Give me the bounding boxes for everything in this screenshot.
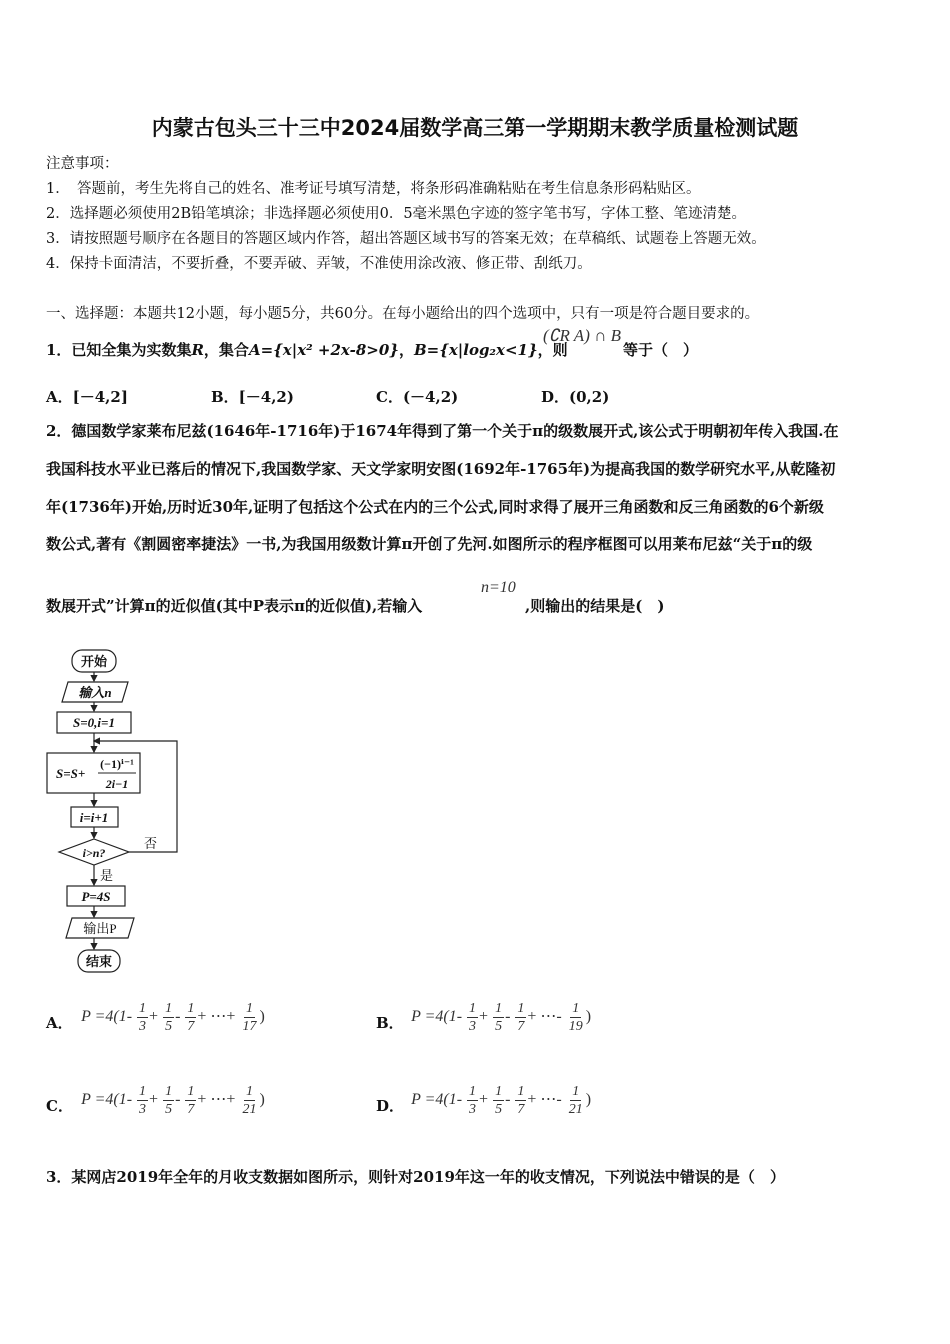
page-title: 内蒙古包头三十三中2024届数学高三第一学期期末教学质量检测试题 [151,116,799,140]
flow-yes-label: 是 [100,868,114,883]
q1-option-b[interactable]: B．[－4,2) [211,388,294,406]
q1-option-d[interactable]: D．(0,2) [541,388,610,406]
q1-mid3: ，则 [537,341,568,359]
q2-option-c[interactable]: C． P =4(1- $\frac{1}{3}$ + $\frac{1}{5}$ - $\frac{1}{7}$ + ⋯+ $\frac{1}{21}$ ) [46,1084,265,1117]
q1-universal-set: R [191,341,204,359]
q1-mid1: ，集合 [203,341,249,359]
q2-line-3: 年(1736年)开始,历时近30年,证明了包括这个公式在内的三个公式,同时求得了展开三角函数和反三角函数的6个新级 [46,498,824,516]
q2-line-5-prefix: 数展开式”计算π的近似值(其中P表示π的近似值),若输入 [46,597,423,615]
question-1 [46,339,568,360]
question-3: 3．某网店2019年全年的月收支数据如图所示，则针对2019年这一年的收支情况，下列说法中错误的是（ ） [46,1168,785,1186]
q2-option-b-label: B． [376,1014,404,1033]
flow-no-label: 否 [144,836,158,851]
flow-assign-text: P=4S [81,889,111,904]
q1-prefix: 1．已知全集为实数集 [46,341,192,359]
flow-update-prefix: S=S+ [56,766,86,781]
note-2: 2．选择题必须使用2B铅笔填涂；非选择题必须使用0．5毫米黑色字迹的签字笔书写，字体工整、笔迹清楚。 [46,206,747,222]
flow-increment-text: i=i+1 [79,810,109,825]
flow-condition-text: i>n? [82,846,106,860]
notes-heading: 注意事项： [46,156,119,172]
q1-set-b: B={x|log₂x<1} [413,341,538,359]
note-3: 3．请按照题号顺序在各题目的答题区域内作答，超出答题区域书写的答案无效；在草稿纸、试题卷上答题无效。 [46,231,766,247]
flowchart [40,640,200,980]
flow-start-text: 开始 [80,654,108,669]
q2-option-d-label: D． [376,1097,405,1116]
q2-input-n: n=10 [481,579,516,596]
q2-option-d[interactable]: D． P =4(1- $\frac{1}{3}$ + $\frac{1}{5}$ - $\frac{1}{7}$ + ⋯- $\frac{1}{21}$ ) [376,1084,592,1117]
q1-set-a: A={x|x² +2x-8>0} [248,341,399,359]
q2-line-1: 2．德国数学家莱布尼兹(1646年-1716年)于1674年得到了第一个关于π的级数展开式,该公式于明朝初年传入我国.在 [46,422,839,440]
q2-option-a-label: A． [46,1014,73,1033]
q2-line-4: 数公式,著有《割圆密率捷法》一书,为我国用级数计算π开创了先河.如图所示的程序框图可以用莱布尼兹“关于π的级 [46,535,813,553]
q2-line-5-suffix: ,则输出的结果是( ) [525,597,665,615]
q2-option-a[interactable]: A． P =4(1- $\frac{1}{3}$ + $\frac{1}{5}$ - $\frac{1}{7}$ + ⋯+ $\frac{1}{17}$ ) [46,1001,265,1034]
formula-prefix: P =4(1- [411,1008,463,1026]
flow-update-numerator: (−1)ⁱ⁻¹ [100,757,134,771]
q2-option-b[interactable]: B． P =4(1- $\frac{1}{3}$ + $\frac{1}{5}$ - $\frac{1}{7}$ + ⋯- $\frac{1}{19}$ ) [376,1001,592,1034]
q1-option-c[interactable]: C．(－4,2) [376,388,459,406]
section-heading: 一、选择题：本题共12小题，每小题5分，共60分。在每小题给出的四个选项中，只有一项是符合题目要求的。 [46,306,760,322]
flow-init-text: S=0,i=1 [73,715,115,730]
formula-prefix: P =4(1- [81,1091,133,1109]
flow-input-text: 输入n [78,685,112,700]
formula-prefix: P =4(1- [411,1091,463,1109]
q1-mid2: ， [398,341,414,359]
flow-update-denominator: 2i−1 [105,777,129,791]
q1-suffix: 等于（ ） [623,341,699,359]
q2-line-2: 我国科技水平业已落后的情况下,我国数学家、天文学家明安图(1692年-1765年)为提高我国的数学研究水平,从乾隆初 [46,460,836,478]
q1-option-a[interactable]: A．[－4,2] [46,388,128,406]
flow-output-text: 输出P [83,921,117,936]
q1-expression: (∁R A) ∩ B [543,326,622,345]
q2-option-c-label: C． [46,1097,73,1116]
note-4: 4．保持卡面清洁，不要折叠，不要弄破、弄皱，不准使用涂改液、修正带、刮纸刀。 [46,256,592,272]
formula-prefix: P =4(1- [81,1008,133,1026]
note-1: 1． 答题前，考生先将自己的姓名、准考证号填写清楚，将条形码准确粘贴在考生信息条形码粘贴区。 [46,181,701,197]
flow-end-text: 结束 [85,954,113,969]
